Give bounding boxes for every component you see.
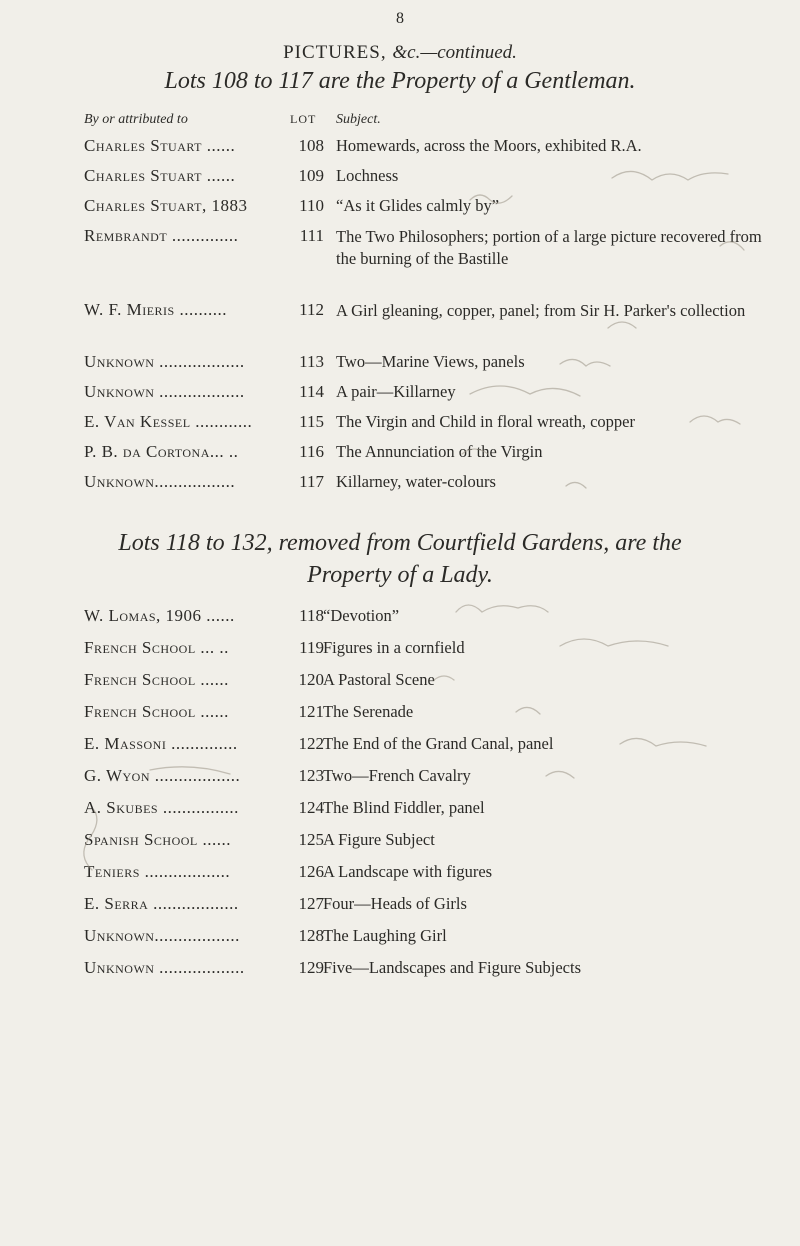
lot-row-120 bbox=[0, 670, 800, 698]
artist: Teniers .................. bbox=[84, 862, 231, 881]
lot-number: 115 bbox=[299, 412, 324, 431]
lot-number: 128 bbox=[298, 926, 324, 945]
lot-row-123 bbox=[0, 766, 800, 794]
lot-number: 119 bbox=[299, 638, 324, 657]
lot-number: 126 bbox=[298, 862, 324, 881]
lot-number: 110 bbox=[299, 196, 324, 215]
subject: The End of the Grand Canal, panel bbox=[323, 734, 554, 753]
heading-text: PICTURES, bbox=[283, 42, 393, 63]
subject: Figures in a cornfield bbox=[323, 638, 465, 657]
lot-row-109 bbox=[0, 166, 800, 194]
lot-row-108 bbox=[0, 136, 800, 164]
subject: A Pastoral Scene bbox=[323, 670, 435, 689]
artist: Spanish School ...... bbox=[84, 830, 231, 849]
lot-row-112 bbox=[0, 300, 800, 348]
lot-number: 111 bbox=[299, 226, 324, 245]
lot-row-115 bbox=[0, 412, 800, 440]
lot-number: 113 bbox=[299, 352, 324, 371]
subject: Two—French Cavalry bbox=[323, 766, 471, 785]
subject: Lochness bbox=[336, 166, 399, 185]
lot-row-111 bbox=[0, 226, 800, 298]
lot-row-121 bbox=[0, 702, 800, 730]
artist: P. B. da Cortona... .. bbox=[84, 442, 239, 461]
lot-row-118 bbox=[0, 606, 800, 634]
page-number: 8 bbox=[396, 10, 404, 27]
lot-number: 117 bbox=[299, 472, 324, 491]
section2-title-line2: Property of a Lady. bbox=[307, 562, 493, 588]
artist: A. Skubes ................ bbox=[84, 798, 239, 817]
lot-row-117 bbox=[0, 472, 800, 500]
section1-title: Lots 108 to 117 are the Property of a Gentleman. bbox=[164, 68, 636, 94]
artist: Unknown .................. bbox=[84, 352, 245, 371]
artist: French School ...... bbox=[84, 670, 229, 689]
lot-row-114 bbox=[0, 382, 800, 410]
lot-number: 123 bbox=[298, 766, 324, 785]
subject: A Figure Subject bbox=[323, 830, 435, 849]
subject: “As it Glides calmly by” bbox=[336, 196, 500, 215]
lot-number: 118 bbox=[299, 606, 324, 625]
subject: Five—Landscapes and Figure Subjects bbox=[323, 958, 581, 977]
lot-number: 114 bbox=[299, 382, 324, 401]
heading-continued: &c.—continued. bbox=[392, 42, 517, 63]
subject: The Two Philosophers; portion of a large picture recovered from the burning of the Bastille bbox=[336, 227, 762, 268]
subject: The Virgin and Child in floral wreath, copper bbox=[336, 412, 635, 431]
artist: Charles Stuart, 1883 bbox=[84, 196, 248, 215]
lot-number: 122 bbox=[298, 734, 324, 753]
lot-row-125 bbox=[0, 830, 800, 858]
artist: E. Serra .................. bbox=[84, 894, 239, 913]
subject: Killarney, water-colours bbox=[336, 472, 496, 491]
artist: Charles Stuart ...... bbox=[84, 136, 236, 155]
page-heading bbox=[0, 42, 800, 64]
subject: The Annunciation of the Virgin bbox=[336, 442, 543, 461]
column-header-lot: LOT bbox=[290, 112, 317, 126]
lot-row-113 bbox=[0, 352, 800, 380]
lot-row-128 bbox=[0, 926, 800, 954]
lot-row-110 bbox=[0, 196, 800, 224]
lot-row-116 bbox=[0, 442, 800, 470]
artist: Unknown.................. bbox=[84, 926, 240, 945]
artist: Unknown .................. bbox=[84, 958, 245, 977]
artist: French School ... .. bbox=[84, 638, 229, 657]
lot-row-126 bbox=[0, 862, 800, 890]
lot-number: 124 bbox=[298, 798, 324, 817]
subject: The Laughing Girl bbox=[323, 926, 447, 945]
subject: Four—Heads of Girls bbox=[323, 894, 467, 913]
artist: G. Wyon .................. bbox=[84, 766, 241, 785]
artist: French School ...... bbox=[84, 702, 229, 721]
subject: A Landscape with figures bbox=[323, 862, 493, 881]
artist: E. Van Kessel ............ bbox=[84, 412, 253, 431]
lot-row-124 bbox=[0, 798, 800, 826]
lot-row-122 bbox=[0, 734, 800, 762]
subject: A pair—Killarney bbox=[336, 382, 456, 401]
lot-number: 109 bbox=[298, 166, 324, 185]
lot-row-119 bbox=[0, 638, 800, 666]
lot-number: 108 bbox=[298, 136, 324, 155]
artist: Unknown .................. bbox=[84, 382, 245, 401]
section2-title-line1: Lots 118 to 132, removed from Courtfield Gardens, are the bbox=[118, 530, 682, 556]
artist: Rembrandt .............. bbox=[84, 226, 239, 245]
lot-number: 116 bbox=[299, 442, 324, 461]
subject: The Serenade bbox=[323, 702, 414, 721]
artist: W. Lomas, 1906 ...... bbox=[84, 606, 235, 625]
subject: Two—Marine Views, panels bbox=[336, 352, 525, 371]
artist: Charles Stuart ...... bbox=[84, 166, 236, 185]
artist: E. Massoni .............. bbox=[84, 734, 238, 753]
lot-row-129 bbox=[0, 958, 800, 986]
lot-number: 112 bbox=[299, 300, 324, 319]
lot-number: 127 bbox=[298, 894, 324, 913]
artist: W. F. Mieris .......... bbox=[84, 300, 227, 319]
subject: “Devotion” bbox=[323, 606, 400, 625]
column-header-artist: By or attributed to bbox=[84, 112, 188, 127]
lot-number: 129 bbox=[298, 958, 324, 977]
artist: Unknown................. bbox=[84, 472, 236, 491]
lot-row-127 bbox=[0, 894, 800, 922]
subject: The Blind Fiddler, panel bbox=[323, 798, 485, 817]
lot-number: 121 bbox=[298, 702, 324, 721]
subject: Homewards, across the Moors, exhibited R.A. bbox=[336, 136, 642, 155]
lot-number: 120 bbox=[298, 670, 324, 689]
subject: A Girl gleaning, copper, panel; from Sir H. Parker's collection bbox=[336, 301, 746, 320]
column-header-subject: Subject. bbox=[336, 112, 381, 127]
lot-number: 125 bbox=[298, 830, 324, 849]
